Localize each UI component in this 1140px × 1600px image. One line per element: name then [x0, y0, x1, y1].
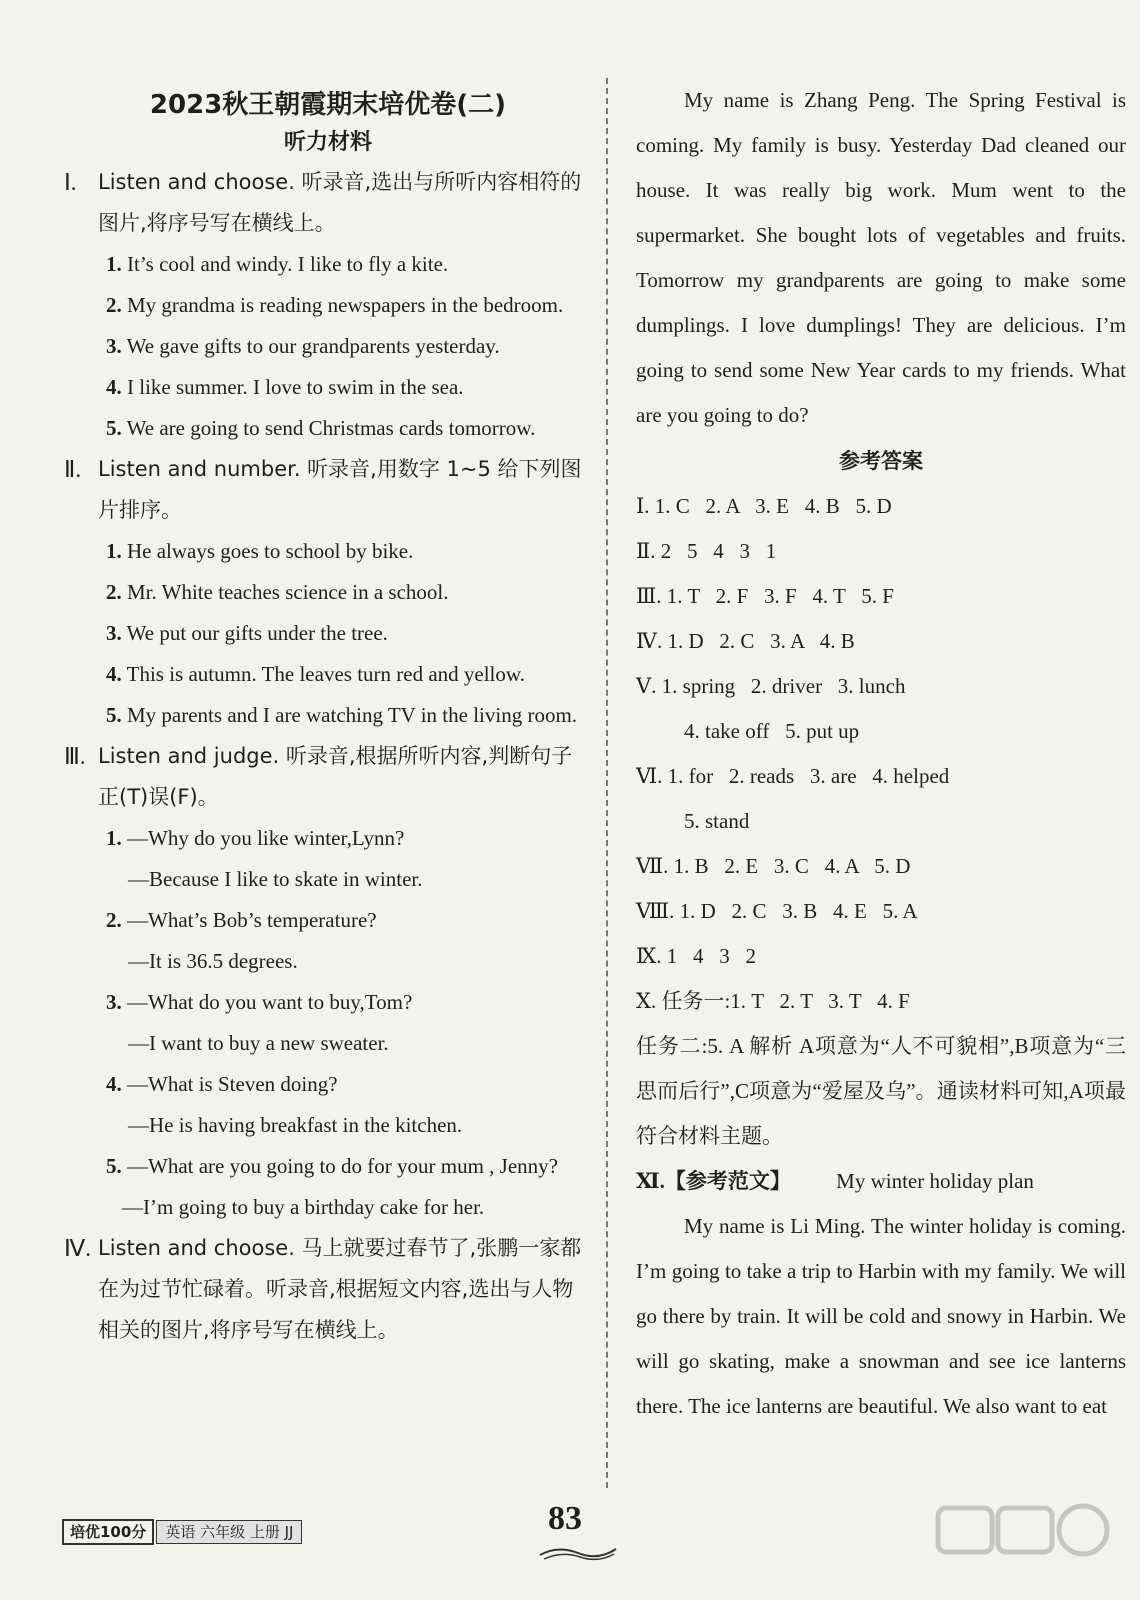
section-number: Ⅳ. — [64, 1236, 91, 1261]
answers-heading: 参考答案 — [839, 449, 923, 473]
essay-heading — [636, 1159, 1126, 1204]
answer-line: Ⅴ. 1. spring 2. driver 3. lunch — [636, 674, 906, 698]
section-instruction: Listen and choose. 听录音,选出与所听内容相符的图片,将序号写在横线上。 — [98, 170, 582, 235]
section-2-heading — [64, 449, 592, 531]
right-column — [636, 80, 1126, 1429]
essay-body: My name is Li Ming. The winter holiday is coming. I’m going to take a trip to Harbin with my family. We will go there by train. It will be cold and snowy in Harbin. We will go skating, make a snowman and see ice lanterns there. The ice lanterns are beautiful. We also want to eat — [636, 1214, 1126, 1418]
dialogue-question: 5. —What are you going to do for your mum , Jenny? — [106, 1154, 558, 1178]
section-instruction: Listen and number. 听录音,用数字 1~5 给下列图片排序。 — [98, 457, 582, 522]
series-badge: 培优100分 — [62, 1519, 154, 1545]
list-item: 1. It’s cool and windy. I like to fly a kite. — [106, 252, 449, 276]
column-divider — [606, 78, 608, 1488]
listening-passage: My name is Zhang Peng. The Spring Festival is coming. My family is busy. Yesterday Dad cleaned our house. It was really big work. Mum went to the supermarket. She bought lots of vegetables and fruits. Tomorrow my grandparents are going to make some dumplings. I love dumplings! They are delicious. I’m going to send some New Year cards to my friends. What are you going to do? — [636, 88, 1126, 427]
answer-line: Ⅱ. 2 5 4 3 1 — [636, 539, 777, 563]
section-4-heading — [64, 1228, 592, 1351]
page-number-swoosh-icon — [538, 1543, 618, 1563]
section-1-heading — [64, 162, 592, 244]
section-number: Ⅱ. — [64, 457, 82, 482]
dialogue-question: 2. —What’s Bob’s temperature? — [106, 908, 377, 932]
answer-line: Ⅰ. 1. C 2. A 3. E 4. B 5. D — [636, 494, 892, 518]
list-item: 4. This is autumn. The leaves turn red and yellow. — [106, 662, 525, 686]
dialogue-answer: —I’m going to buy a birthday cake for her. — [122, 1195, 485, 1219]
list-item: 4. I like summer. I love to swim in the sea. — [106, 375, 464, 399]
answer-line: Ⅵ. 1. for 2. reads 3. are 4. helped — [636, 764, 950, 788]
list-item: 3. We gave gifts to our grandparents yesterday. — [106, 334, 500, 358]
list-item: 5. We are going to send Christmas cards tomorrow. — [106, 416, 536, 440]
answer-line: 4. take off 5. put up — [684, 719, 860, 743]
dialogue-question: 3. —What do you want to buy,Tom? — [106, 990, 413, 1014]
watermark-logo-icon — [928, 1500, 1118, 1596]
list-item: 2. Mr. White teaches science in a school. — [106, 580, 449, 604]
left-column — [64, 80, 592, 1351]
answer-line: Ⅷ. 1. D 2. C 3. B 4. E 5. A — [636, 899, 918, 923]
section-subtitle: 听力材料 — [283, 130, 372, 155]
answer-line: Ⅲ. 1. T 2. F 3. F 4. T 5. F — [636, 584, 894, 608]
essay-title: My winter holiday plan — [836, 1169, 1034, 1193]
dialogue-question: 4. —What is Steven doing? — [106, 1072, 338, 1096]
answer-line: Ⅸ. 1 4 3 2 — [636, 944, 757, 968]
dialogue-answer: —He is having breakfast in the kitchen. — [128, 1113, 463, 1137]
list-item: 3. We put our gifts under the tree. — [106, 621, 388, 645]
page-number: 83 — [548, 1500, 582, 1537]
book-info: 英语 六年级 上册 JJ — [156, 1520, 302, 1544]
section-instruction: Listen and choose. 马上就要过春节了,张鹏一家都在为过节忙碌着。听录音,根据短文内容,选出与人物相关的图片,将序号写在横线上。 — [98, 1236, 582, 1342]
dialogue-answer: —Because I like to skate in winter. — [128, 867, 423, 891]
dialogue-question: 1. —Why do you like winter,Lynn? — [106, 826, 405, 850]
section-instruction: Listen and judge. 听录音,根据所听内容,判断句子正(T)误(F)。 — [98, 744, 573, 809]
dialogue-answer: —I want to buy a new sweater. — [128, 1031, 389, 1055]
section-3-heading — [64, 736, 592, 818]
task2-explanation: 任务二:5. A 解析 A项意为“人不可貌相”,B项意为“三思而后行”,C项意为“爱屋及乌”。通读材料可知,A项最符合材料主题。 — [636, 1034, 1126, 1148]
answer-line: Ⅶ. 1. B 2. E 3. C 4. A 5. D — [636, 854, 911, 878]
answer-line: 5. stand — [684, 809, 750, 833]
answer-line: Ⅳ. 1. D 2. C 3. A 4. B — [636, 629, 855, 653]
list-item: 2. My grandma is reading newspapers in the bedroom. — [106, 293, 564, 317]
dialogue-answer: —It is 36.5 degrees. — [128, 949, 298, 973]
answer-line: Ⅹ. 任务一:1. T 2. T 3. T 4. F — [636, 989, 910, 1013]
essay-label: Ⅺ.【参考范文】 — [636, 1169, 791, 1193]
page-title: 2023秋王朝霞期末培优卷(二) — [149, 90, 507, 120]
book-footer — [62, 1518, 302, 1546]
list-item: 1. He always goes to school by bike. — [106, 539, 414, 563]
section-number: Ⅰ. — [64, 170, 77, 195]
section-number: Ⅲ. — [64, 744, 86, 769]
list-item: 5. My parents and I are watching TV in the living room. — [106, 703, 578, 727]
